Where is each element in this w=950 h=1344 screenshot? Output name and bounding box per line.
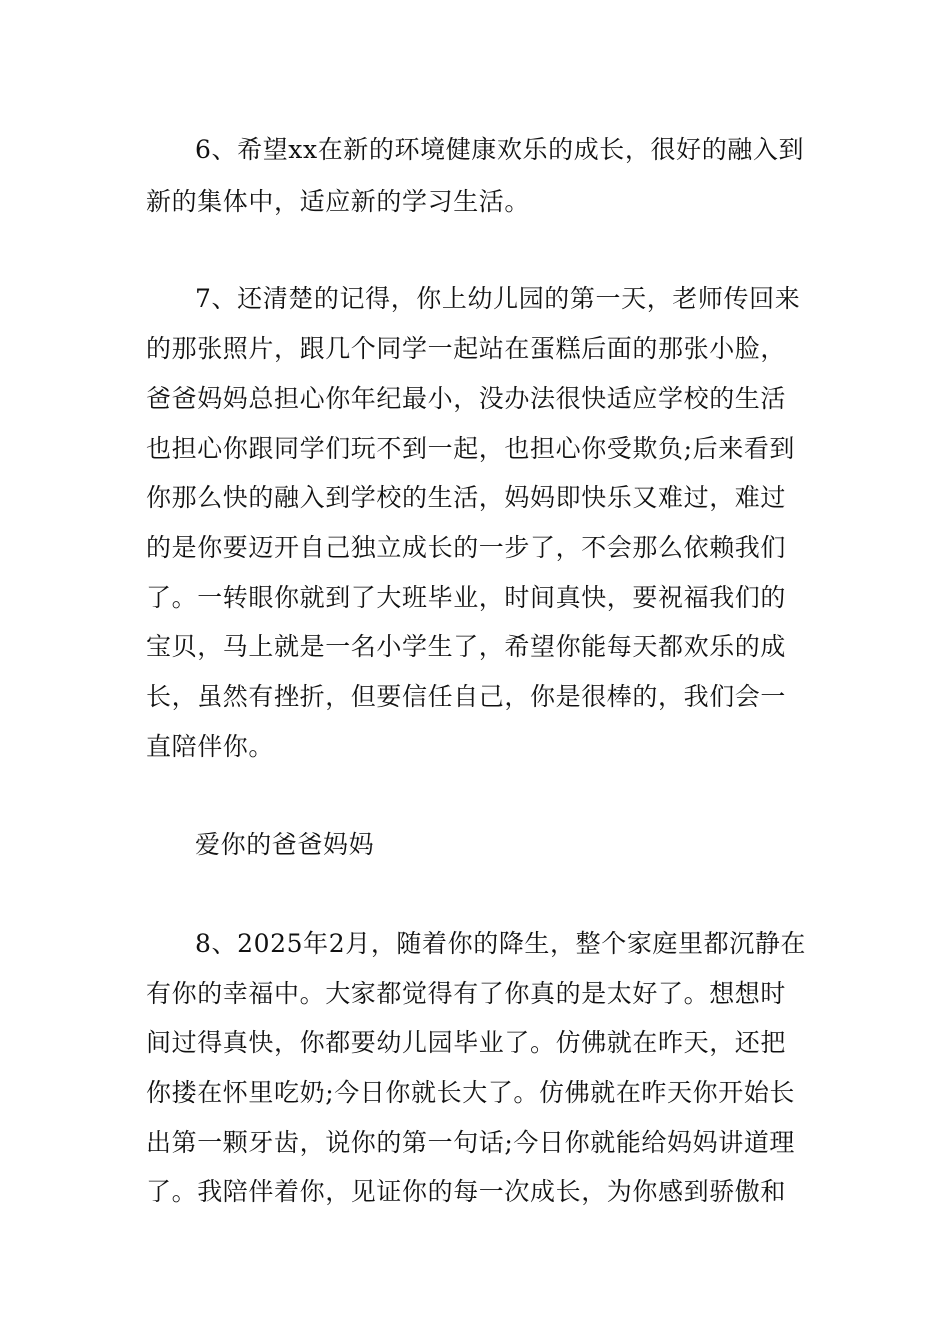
paragraph-8-line-3: 间过得真快，你都要幼儿园毕业了。仿佛就在昨天，还把	[146, 1028, 787, 1057]
paragraph-7-line-4: 也担心你跟同学们玩不到一起，也担心你受欺负;后来看到	[146, 434, 796, 463]
paragraph-7-line-1: 7、还清楚的记得，你上幼儿园的第一天，老师传回来	[195, 284, 801, 313]
paragraph-8-line-1: 8、2025年2月，随着你的降生，整个家庭里都沉静在	[195, 929, 807, 958]
paragraph-7-line-3: 爸爸妈妈总担心你年纪最小，没办法很快适应学校的生活	[146, 384, 787, 413]
signature-line: 爱你的爸爸妈妈	[195, 830, 375, 859]
paragraph-7-line-2: 的那张照片，跟几个同学一起站在蛋糕后面的那张小脸，	[146, 334, 787, 363]
paragraph-6-line-1: 6、希望xx在新的环境健康欢乐的成长，很好的融入到	[195, 135, 805, 164]
paragraph-7-line-6: 的是你要迈开自己独立成长的一步了，不会那么依赖我们	[146, 533, 787, 562]
paragraph-7-line-10: 直陪伴你。	[146, 732, 275, 761]
paragraph-8-line-6: 了。我陪伴着你，见证你的每一次成长，为你感到骄傲和	[146, 1177, 787, 1206]
paragraph-7-line-5: 你那么快的融入到学校的生活，妈妈即快乐又难过，难过	[146, 483, 787, 512]
paragraph-7-line-7: 了。一转眼你就到了大班毕业，时间真快，要祝福我们的	[146, 583, 787, 612]
paragraph-7-line-9: 长，虽然有挫折，但要信任自己，你是很棒的，我们会一	[146, 682, 787, 711]
paragraph-8-line-2: 有你的幸福中。大家都觉得有了你真的是太好了。想想时	[146, 979, 787, 1008]
paragraph-8-line-5: 出第一颗牙齿，说你的第一句话;今日你就能给妈妈讲道理	[146, 1128, 796, 1157]
paragraph-7-line-8: 宝贝，马上就是一名小学生了，希望你能每天都欢乐的成	[146, 632, 787, 661]
paragraph-8-line-4: 你搂在怀里吃奶;今日你就长大了。仿佛就在昨天你开始长	[146, 1078, 796, 1107]
paragraph-6-line-2: 新的集体中，适应新的学习生活。	[146, 187, 531, 216]
